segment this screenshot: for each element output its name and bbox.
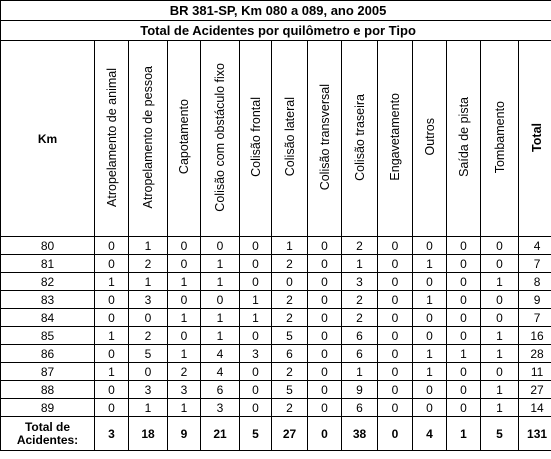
value-cell: 0 [240,255,272,273]
value-cell: 1 [168,309,201,327]
value-cell: 3 [129,291,168,309]
value-cell: 7 [519,309,551,327]
total-cell: 38 [342,417,378,451]
value-cell: 1 [95,327,129,345]
col-colisao-obstaculo-fixo: Colisão com obstáculo fixo [201,41,240,237]
value-cell: 2 [272,255,308,273]
value-cell: 0 [481,363,519,381]
value-cell: 1 [413,363,447,381]
value-cell: 1 [168,345,201,363]
total-cell: 9 [168,417,201,451]
value-cell: 1 [168,273,201,291]
value-cell: 0 [447,327,481,345]
total-cell: 5 [481,417,519,451]
table-title: BR 381-SP, Km 080 a 089, ano 2005 [1,1,551,21]
total-cell: 4 [413,417,447,451]
total-cell: 27 [272,417,308,451]
value-cell: 6 [201,381,240,399]
value-cell: 0 [168,255,201,273]
table-row [1,399,551,417]
value-cell: 0 [447,273,481,291]
value-cell: 0 [447,381,481,399]
value-cell: 1 [240,291,272,309]
value-cell: 0 [413,399,447,417]
col-colisao-frontal: Colisão frontal [240,41,272,237]
value-cell: 5 [129,345,168,363]
value-cell: 0 [447,363,481,381]
value-cell: 2 [342,291,378,309]
value-cell: 0 [481,237,519,255]
value-cell: 9 [342,381,378,399]
col-saida-de-pista: Saída de pista [447,41,481,237]
value-cell: 0 [413,327,447,345]
km-cell: 81 [1,255,95,273]
table-row [1,273,551,291]
value-cell: 0 [168,291,201,309]
value-cell: 0 [447,255,481,273]
value-cell: 0 [95,399,129,417]
value-cell: 3 [201,399,240,417]
value-cell: 0 [378,291,413,309]
value-cell: 3 [168,381,201,399]
value-cell: 0 [95,345,129,363]
value-cell: 3 [129,381,168,399]
value-cell: 0 [378,309,413,327]
value-cell: 0 [308,399,342,417]
value-cell: 2 [129,327,168,345]
value-cell: 1 [447,345,481,363]
col-total: Total [519,41,551,237]
total-cell: 21 [201,417,240,451]
value-cell: 0 [308,327,342,345]
value-cell: 0 [168,237,201,255]
col-engavetamento: Engavetamento [378,41,413,237]
value-cell: 8 [519,273,551,291]
table-row [1,345,551,363]
col-colisao-traseira: Colisão traseira [342,41,378,237]
value-cell: 0 [378,273,413,291]
value-cell: 0 [308,345,342,363]
value-cell: 1 [413,291,447,309]
table-subtitle: Total de Acidentes por quilômetro e por Tipo [1,21,551,41]
value-cell: 6 [342,327,378,345]
table-body [1,237,551,417]
km-header: Km [1,41,95,237]
value-cell: 27 [519,381,551,399]
value-cell: 5 [272,381,308,399]
value-cell: 0 [240,363,272,381]
value-cell: 0 [447,237,481,255]
km-cell: 84 [1,309,95,327]
col-outros: Outros [413,41,447,237]
col-atropelamento-animal: Atropelamento de animal [95,41,129,237]
value-cell: 0 [240,273,272,291]
col-colisao-lateral: Colisão lateral [272,41,308,237]
total-cell: 0 [308,417,342,451]
col-tombamento: Tombamento [481,41,519,237]
value-cell: 28 [519,345,551,363]
value-cell: 0 [95,309,129,327]
value-cell: 0 [413,273,447,291]
value-cell: 2 [342,237,378,255]
value-cell: 0 [378,381,413,399]
value-cell: 6 [342,399,378,417]
col-capotamento: Capotamento [168,41,201,237]
value-cell: 0 [447,291,481,309]
value-cell: 0 [481,291,519,309]
value-cell: 0 [413,237,447,255]
value-cell: 0 [481,309,519,327]
value-cell: 0 [95,255,129,273]
value-cell: 2 [272,399,308,417]
km-cell: 87 [1,363,95,381]
value-cell: 6 [342,345,378,363]
value-cell: 0 [413,381,447,399]
value-cell: 1 [413,345,447,363]
value-cell: 0 [378,255,413,273]
table-row [1,309,551,327]
total-row [1,417,551,451]
value-cell: 0 [240,399,272,417]
km-cell: 89 [1,399,95,417]
km-cell: 83 [1,291,95,309]
value-cell: 1 [481,273,519,291]
value-cell: 3 [240,345,272,363]
value-cell: 0 [308,255,342,273]
value-cell: 1 [201,327,240,345]
value-cell: 9 [519,291,551,309]
value-cell: 0 [95,237,129,255]
value-cell: 1 [201,309,240,327]
value-cell: 0 [413,309,447,327]
value-cell: 2 [129,255,168,273]
value-cell: 0 [95,381,129,399]
value-cell: 2 [272,291,308,309]
value-cell: 0 [201,237,240,255]
value-cell: 0 [308,291,342,309]
value-cell: 4 [519,237,551,255]
value-cell: 3 [342,273,378,291]
value-cell: 2 [342,309,378,327]
value-cell: 16 [519,327,551,345]
value-cell: 4 [201,345,240,363]
value-cell: 5 [272,327,308,345]
km-cell: 88 [1,381,95,399]
value-cell: 2 [168,363,201,381]
table-row [1,255,551,273]
value-cell: 0 [378,327,413,345]
value-cell: 1 [95,363,129,381]
value-cell: 1 [168,399,201,417]
value-cell: 4 [201,363,240,381]
value-cell: 6 [272,345,308,363]
col-atropelamento-pessoa: Atropelamento de pessoa [129,41,168,237]
table-row [1,327,551,345]
table-row [1,237,551,255]
value-cell: 1 [201,273,240,291]
value-cell: 0 [447,399,481,417]
value-cell: 0 [168,327,201,345]
value-cell: 1 [240,309,272,327]
value-cell: 0 [95,291,129,309]
value-cell: 0 [447,309,481,327]
value-cell: 14 [519,399,551,417]
value-cell: 1 [342,255,378,273]
value-cell: 1 [272,237,308,255]
value-cell: 0 [240,237,272,255]
value-cell: 0 [378,363,413,381]
total-cell: 18 [129,417,168,451]
value-cell: 1 [95,273,129,291]
value-cell: 11 [519,363,551,381]
value-cell: 0 [240,327,272,345]
km-cell: 82 [1,273,95,291]
total-label: Total de Acidentes: [1,417,95,451]
value-cell: 1 [481,381,519,399]
value-cell: 0 [272,273,308,291]
total-cell: 3 [95,417,129,451]
value-cell: 0 [308,237,342,255]
value-cell: 0 [378,399,413,417]
value-cell: 0 [378,237,413,255]
km-cell: 80 [1,237,95,255]
total-cell: 1 [447,417,481,451]
value-cell: 1 [129,237,168,255]
value-cell: 0 [308,381,342,399]
value-cell: 0 [240,381,272,399]
total-cell: 0 [378,417,413,451]
table-row [1,291,551,309]
value-cell: 2 [272,309,308,327]
value-cell: 1 [342,363,378,381]
total-cell: 131 [519,417,551,451]
value-cell: 7 [519,255,551,273]
value-cell: 1 [481,399,519,417]
value-cell: 1 [481,327,519,345]
header-row [1,41,551,237]
value-cell: 0 [129,309,168,327]
value-cell: 1 [413,255,447,273]
value-cell: 0 [308,309,342,327]
total-cell: 5 [240,417,272,451]
value-cell: 0 [378,345,413,363]
table-row [1,363,551,381]
col-colisao-transversal: Colisão transversal [308,41,342,237]
value-cell: 0 [201,291,240,309]
km-cell: 85 [1,327,95,345]
value-cell: 1 [481,345,519,363]
value-cell: 0 [308,273,342,291]
value-cell: 1 [129,273,168,291]
value-cell: 1 [129,399,168,417]
value-cell: 0 [129,363,168,381]
table-row [1,381,551,399]
value-cell: 2 [272,363,308,381]
km-cell: 86 [1,345,95,363]
value-cell: 0 [481,255,519,273]
value-cell: 0 [308,363,342,381]
value-cell: 1 [201,255,240,273]
